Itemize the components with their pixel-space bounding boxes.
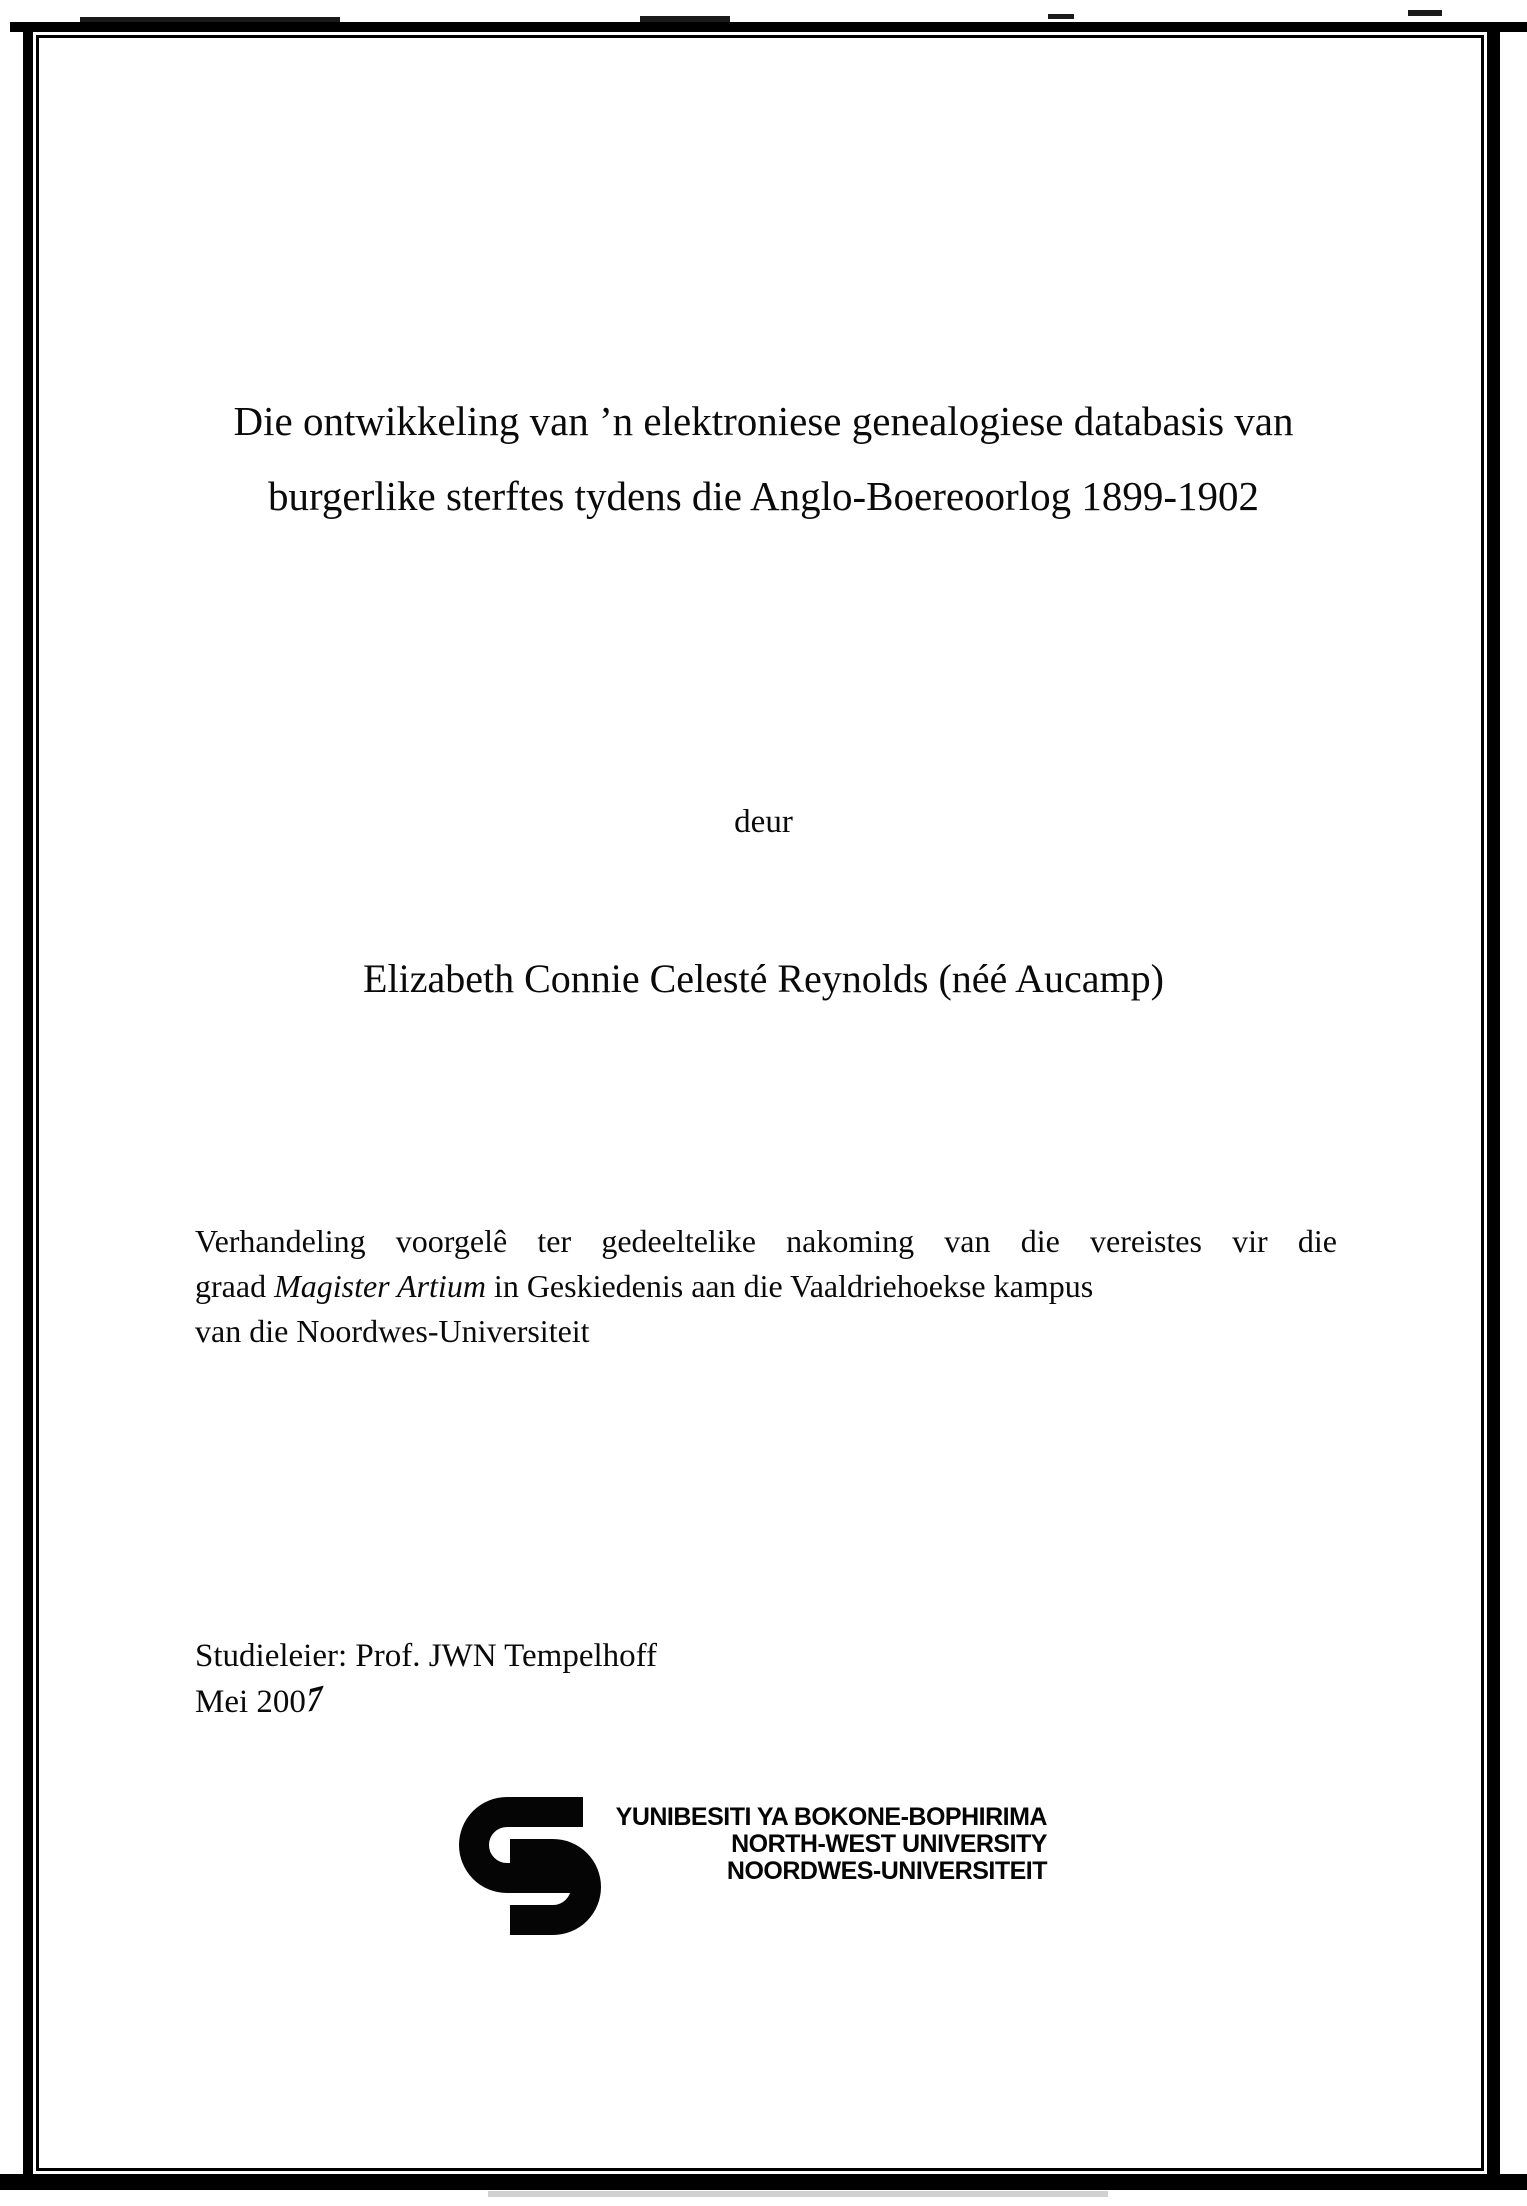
thesis-title <box>0 384 1527 534</box>
logo-line-setswana: YUNIBESITI YA BOKONE-BOPHIRIMA <box>615 1803 1047 1831</box>
supervisor-line: Studieleier: Prof. JWN Tempelhoff <box>195 1638 658 1674</box>
logo-line-english: NORTH-WEST UNIVERSITY <box>731 1830 1047 1858</box>
degree-name: Magister Artium <box>274 1268 486 1304</box>
statement-line-1: Verhandeling voorgelê ter gedeeltelike nakoming van die vereistes vir die <box>195 1223 1337 1259</box>
supervisor-block <box>195 1633 657 1725</box>
author-name: Elizabeth Connie Celesté Reynolds (néé Aucamp) <box>363 956 1164 1001</box>
date-prefix: Mei 200 <box>195 1684 306 1720</box>
logo-text <box>585 1804 1047 1885</box>
scan-artifact <box>1408 10 1442 16</box>
statement-line-2-after: in Geskiedenis aan die Vaaldriehoekse kampus <box>485 1268 1094 1304</box>
date-line <box>195 1679 657 1725</box>
statement-line-2-before: graad <box>195 1268 275 1304</box>
scan-artifact <box>488 2191 1108 2197</box>
statement-line-2 <box>195 1264 1337 1309</box>
scan-artifact <box>1048 14 1074 19</box>
degree-statement <box>195 1219 1337 1354</box>
statement-line-3: van die Noordwes-Universiteit <box>195 1313 590 1349</box>
date-last-digit: 7 <box>303 1678 326 1722</box>
title-line-2: burgerlike sterftes tydens die Anglo-Boereoorlog 1899-1902 <box>267 473 1259 519</box>
chain-links-icon <box>453 1795 605 1937</box>
logo-line-afrikaans: NOORDWES-UNIVERSITEIT <box>726 1857 1047 1885</box>
byline: deur <box>734 804 793 840</box>
title-line-1: Die ontwikkeling van ’n elektroniese genealogiese databasis van <box>233 398 1294 444</box>
